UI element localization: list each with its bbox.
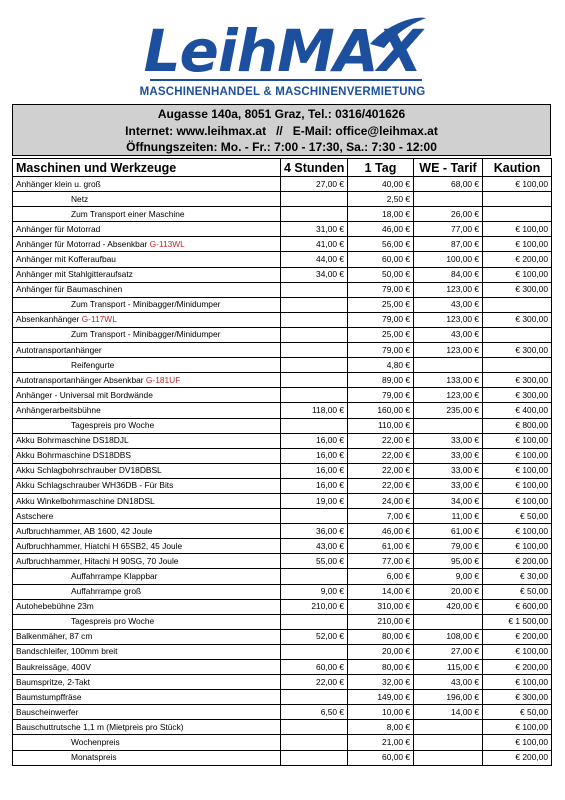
item-name-cell xyxy=(13,690,281,705)
deposit: € 800,00 xyxy=(483,418,552,433)
price-weekend: 9,00 € xyxy=(414,569,483,584)
price-4-hours xyxy=(281,358,348,373)
price-1-day: 8,00 € xyxy=(348,720,414,735)
price-1-day: 210,00 € xyxy=(348,614,414,629)
price-weekend: 33,00 € xyxy=(414,478,483,493)
price-1-day: 79,00 € xyxy=(348,312,414,327)
item-name: Baumstumpffräse xyxy=(16,691,82,702)
logo-wordmark: LeihMAX xyxy=(143,17,422,85)
price-1-day: 46,00 € xyxy=(348,524,414,539)
license-plate-code: G-117WL xyxy=(81,314,117,325)
table-row xyxy=(13,388,552,403)
deposit xyxy=(483,327,552,342)
item-name-cell xyxy=(13,539,281,554)
price-weekend: 77,00 € xyxy=(414,222,483,237)
price-weekend xyxy=(414,720,483,735)
table-row xyxy=(13,177,552,192)
table-row xyxy=(13,493,552,508)
price-weekend: 20,00 € xyxy=(414,584,483,599)
deposit: € 100,00 xyxy=(483,493,552,508)
item-name: Tagespreis pro Woche xyxy=(71,420,155,431)
price-1-day: 7,00 € xyxy=(348,509,414,524)
price-4-hours: 55,00 € xyxy=(281,554,348,569)
price-weekend: 43,00 € xyxy=(414,327,483,342)
price-weekend: 420,00 € xyxy=(414,599,483,614)
deposit: € 100,00 xyxy=(483,478,552,493)
table-row xyxy=(13,614,552,629)
price-4-hours: 6,50 € xyxy=(281,705,348,720)
item-name-cell xyxy=(13,418,281,433)
header-machines: Maschinen und Werkzeuge xyxy=(13,159,281,177)
price-4-hours: 16,00 € xyxy=(281,448,348,463)
price-1-day: 22,00 € xyxy=(348,448,414,463)
item-name: Zum Transport - Minibagger/Minidumper xyxy=(71,299,221,310)
price-weekend: 196,00 € xyxy=(414,690,483,705)
price-weekend: 26,00 € xyxy=(414,207,483,222)
price-1-day: 40,00 € xyxy=(348,177,414,192)
deposit: € 200,00 xyxy=(483,750,552,765)
price-4-hours xyxy=(281,644,348,659)
deposit: € 100,00 xyxy=(483,237,552,252)
item-name: Anhängerarbeitsbühne xyxy=(16,404,101,415)
price-weekend: 84,00 € xyxy=(414,267,483,282)
deposit xyxy=(483,297,552,312)
item-name: Wochenpreis xyxy=(71,737,120,748)
item-name: Autotransportanhänger Absenkbar xyxy=(16,374,146,385)
item-name-cell xyxy=(13,675,281,690)
table-row xyxy=(13,720,552,735)
item-name: Balkenmäher, 87 cm xyxy=(16,631,93,642)
price-weekend: 123,00 € xyxy=(414,312,483,327)
item-name: Akku Bohrmaschine DS18DBS xyxy=(16,450,131,461)
header-4-hours: 4 Stunden xyxy=(281,159,348,177)
item-name: Zum Transport einer Maschine xyxy=(71,208,185,219)
item-name-cell xyxy=(13,750,281,765)
table-row xyxy=(13,297,552,312)
price-weekend: 115,00 € xyxy=(414,660,483,675)
item-name-cell xyxy=(13,433,281,448)
price-weekend xyxy=(414,614,483,629)
price-4-hours xyxy=(281,735,348,750)
web-email-line: Internet: www.leihmax.at // E-Mail: office@leihmax.at xyxy=(125,123,438,138)
item-name: Bauscheinwerfer xyxy=(16,706,79,717)
price-weekend: 87,00 € xyxy=(414,237,483,252)
table-row xyxy=(13,599,552,614)
deposit: € 100,00 xyxy=(483,735,552,750)
item-name: Zum Transport - Minibagger/Minidumper xyxy=(71,329,221,340)
item-name-cell xyxy=(13,584,281,599)
item-name: Bandschleifer, 100mm breit xyxy=(16,646,118,657)
price-4-hours: 60,00 € xyxy=(281,660,348,675)
price-4-hours xyxy=(281,614,348,629)
deposit: € 100,00 xyxy=(483,463,552,478)
price-1-day: 77,00 € xyxy=(348,554,414,569)
deposit: € 100,00 xyxy=(483,222,552,237)
price-4-hours: 16,00 € xyxy=(281,478,348,493)
price-1-day: 110,00 € xyxy=(348,418,414,433)
price-4-hours xyxy=(281,418,348,433)
item-name: Akku Winkelbohrmaschine DN18DSL xyxy=(16,495,155,506)
price-weekend: 123,00 € xyxy=(414,343,483,358)
price-4-hours: 16,00 € xyxy=(281,463,348,478)
price-4-hours xyxy=(281,509,348,524)
deposit: € 50,00 xyxy=(483,584,552,599)
item-name: Reifengurte xyxy=(71,359,115,370)
price-1-day: 79,00 € xyxy=(348,282,414,297)
price-1-day: 10,00 € xyxy=(348,705,414,720)
price-1-day: 60,00 € xyxy=(348,252,414,267)
price-4-hours: 43,00 € xyxy=(281,539,348,554)
price-1-day: 80,00 € xyxy=(348,660,414,675)
price-4-hours: 9,00 € xyxy=(281,584,348,599)
deposit: € 400,00 xyxy=(483,403,552,418)
price-1-day: 18,00 € xyxy=(348,207,414,222)
price-4-hours xyxy=(281,750,348,765)
item-name-cell xyxy=(13,222,281,237)
item-name-cell xyxy=(13,569,281,584)
table-row xyxy=(13,675,552,690)
item-name: Absenkanhänger xyxy=(16,314,82,325)
price-weekend: 123,00 € xyxy=(414,282,483,297)
item-name-cell xyxy=(13,327,281,342)
item-name-cell xyxy=(13,463,281,478)
price-1-day: 21,00 € xyxy=(348,735,414,750)
deposit: € 300,00 xyxy=(483,373,552,388)
table-row xyxy=(13,282,552,297)
table-row xyxy=(13,569,552,584)
item-name: Anhänger - Universal mit Bordwände xyxy=(16,389,153,400)
price-4-hours xyxy=(281,192,348,207)
item-name: Autotransportanhänger xyxy=(16,344,102,355)
price-1-day: 20,00 € xyxy=(348,644,414,659)
table-row xyxy=(13,705,552,720)
price-weekend: 100,00 € xyxy=(414,252,483,267)
item-name: Akku Schlagschrauber WH36DB - Für Bits xyxy=(16,480,174,491)
price-weekend: 79,00 € xyxy=(414,539,483,554)
price-4-hours xyxy=(281,282,348,297)
item-name-cell xyxy=(13,388,281,403)
price-1-day: 149,00 € xyxy=(348,690,414,705)
price-1-day: 24,00 € xyxy=(348,493,414,508)
table-row xyxy=(13,448,552,463)
item-name-cell xyxy=(13,524,281,539)
price-weekend xyxy=(414,418,483,433)
item-name: Astschere xyxy=(16,510,54,521)
item-name: Auffahrrampe Klappbar xyxy=(71,570,158,581)
price-4-hours: 34,00 € xyxy=(281,267,348,282)
logo-tagline: MASCHINENHANDEL & MASCHINENVERMIETUNG xyxy=(139,86,426,98)
table-row xyxy=(13,584,552,599)
table-row xyxy=(13,629,552,644)
price-1-day: 32,00 € xyxy=(348,675,414,690)
deposit xyxy=(483,207,552,222)
price-weekend: 95,00 € xyxy=(414,554,483,569)
table-header-row xyxy=(13,159,552,177)
deposit: € 100,00 xyxy=(483,539,552,554)
item-name-cell xyxy=(13,237,281,252)
table-row xyxy=(13,418,552,433)
item-name-cell xyxy=(13,735,281,750)
table-row xyxy=(13,237,552,252)
item-name: Anhänger klein u. groß xyxy=(16,178,101,189)
price-4-hours: 118,00 € xyxy=(281,403,348,418)
license-plate-code: G-181UF xyxy=(145,374,181,385)
item-name-cell xyxy=(13,343,281,358)
price-4-hours xyxy=(281,720,348,735)
price-weekend xyxy=(414,735,483,750)
price-4-hours xyxy=(281,569,348,584)
item-name-cell xyxy=(13,403,281,418)
table-row xyxy=(13,539,552,554)
price-table xyxy=(12,158,552,766)
price-weekend: 68,00 € xyxy=(414,177,483,192)
item-name-cell xyxy=(13,373,281,388)
deposit: € 100,00 xyxy=(483,644,552,659)
price-1-day: 310,00 € xyxy=(348,599,414,614)
price-4-hours xyxy=(281,343,348,358)
deposit: € 100,00 xyxy=(483,177,552,192)
item-name: Auffahrrampe groß xyxy=(71,586,142,597)
deposit: € 300,00 xyxy=(483,343,552,358)
price-4-hours xyxy=(281,312,348,327)
price-1-day: 14,00 € xyxy=(348,584,414,599)
table-row xyxy=(13,433,552,448)
price-4-hours: 22,00 € xyxy=(281,675,348,690)
deposit xyxy=(483,358,552,373)
price-1-day: 60,00 € xyxy=(348,750,414,765)
price-weekend xyxy=(414,358,483,373)
price-1-day: 50,00 € xyxy=(348,267,414,282)
price-1-day: 22,00 € xyxy=(348,433,414,448)
price-1-day: 4,80 € xyxy=(348,358,414,373)
price-4-hours: 31,00 € xyxy=(281,222,348,237)
item-name: Bauschuttrutsche 1,1 m (Mietpreis pro Stück) xyxy=(16,721,184,732)
price-4-hours: 19,00 € xyxy=(281,493,348,508)
table-row xyxy=(13,690,552,705)
header-weekend-rate: WE - Tarif xyxy=(414,159,483,177)
price-weekend: 43,00 € xyxy=(414,675,483,690)
item-name-cell xyxy=(13,660,281,675)
item-name: Aufbruchhammer, Hiatchi H 65SB2, 45 Joule xyxy=(16,540,183,551)
table-row xyxy=(13,463,552,478)
price-1-day: 80,00 € xyxy=(348,629,414,644)
table-row xyxy=(13,343,552,358)
item-name: Aufbruchhammer, Hitachi H 90SG, 70 Joule xyxy=(16,555,179,566)
table-row xyxy=(13,644,552,659)
item-name-cell xyxy=(13,509,281,524)
item-name: Monatspreis xyxy=(71,752,117,763)
table-row xyxy=(13,478,552,493)
table-row xyxy=(13,403,552,418)
deposit: € 100,00 xyxy=(483,433,552,448)
table-row xyxy=(13,222,552,237)
table-row xyxy=(13,524,552,539)
price-4-hours xyxy=(281,373,348,388)
price-4-hours: 210,00 € xyxy=(281,599,348,614)
price-4-hours: 41,00 € xyxy=(281,237,348,252)
price-weekend: 11,00 € xyxy=(414,509,483,524)
price-weekend: 33,00 € xyxy=(414,463,483,478)
deposit: € 300,00 xyxy=(483,282,552,297)
item-name-cell xyxy=(13,297,281,312)
header-deposit: Kaution xyxy=(483,159,552,177)
item-name: Anhänger für Motorrad - Absenkbar xyxy=(16,238,150,249)
table-row xyxy=(13,192,552,207)
item-name: Akku Bohrmaschine DS18DJL xyxy=(16,435,129,446)
price-weekend: 123,00 € xyxy=(414,388,483,403)
item-name-cell xyxy=(13,192,281,207)
item-name: Tagespreis pro Woche xyxy=(71,616,155,627)
table-row xyxy=(13,554,552,569)
deposit: € 300,00 xyxy=(483,388,552,403)
price-4-hours xyxy=(281,388,348,403)
item-name-cell xyxy=(13,493,281,508)
license-plate-code: G-113WL xyxy=(149,238,185,249)
price-1-day: 46,00 € xyxy=(348,222,414,237)
price-1-day: 25,00 € xyxy=(348,327,414,342)
item-name: Akku Schlagbohrschrauber DV18DBSL xyxy=(16,465,162,476)
item-name-cell xyxy=(13,358,281,373)
price-4-hours xyxy=(281,690,348,705)
item-name: Anhänger für Baumaschinen xyxy=(16,284,123,295)
item-name-cell xyxy=(13,207,281,222)
deposit: € 200,00 xyxy=(483,629,552,644)
table-row xyxy=(13,373,552,388)
price-1-day: 79,00 € xyxy=(348,343,414,358)
item-name-cell xyxy=(13,267,281,282)
deposit: € 300,00 xyxy=(483,690,552,705)
item-name-cell xyxy=(13,252,281,267)
item-name: Anhänger mit Stahlgitteraufsatz xyxy=(16,269,133,280)
price-weekend xyxy=(414,192,483,207)
price-4-hours: 52,00 € xyxy=(281,629,348,644)
item-name: Anhänger für Motorrad xyxy=(16,223,101,234)
deposit: € 30,00 xyxy=(483,569,552,584)
price-1-day: 56,00 € xyxy=(348,237,414,252)
deposit: € 100,00 xyxy=(483,267,552,282)
deposit: € 200,00 xyxy=(483,252,552,267)
table-row xyxy=(13,358,552,373)
price-1-day: 89,00 € xyxy=(348,373,414,388)
price-weekend: 61,00 € xyxy=(414,524,483,539)
price-weekend xyxy=(414,750,483,765)
item-name: Anhänger mit Kofferaufbau xyxy=(16,254,116,265)
price-weekend: 133,00 € xyxy=(414,373,483,388)
price-4-hours xyxy=(281,327,348,342)
deposit: € 300,00 xyxy=(483,312,552,327)
item-name-cell xyxy=(13,720,281,735)
contact-box xyxy=(12,104,551,156)
item-name-cell xyxy=(13,599,281,614)
price-1-day: 6,00 € xyxy=(348,569,414,584)
deposit xyxy=(483,192,552,207)
price-weekend: 14,00 € xyxy=(414,705,483,720)
deposit: € 50,00 xyxy=(483,509,552,524)
table-row xyxy=(13,735,552,750)
price-4-hours: 44,00 € xyxy=(281,252,348,267)
item-name-cell xyxy=(13,614,281,629)
item-name-cell xyxy=(13,282,281,297)
price-1-day: 2,50 € xyxy=(348,192,414,207)
price-weekend: 108,00 € xyxy=(414,629,483,644)
price-weekend: 33,00 € xyxy=(414,433,483,448)
deposit: € 100,00 xyxy=(483,524,552,539)
price-weekend: 43,00 € xyxy=(414,297,483,312)
price-weekend: 235,00 € xyxy=(414,403,483,418)
deposit: € 200,00 xyxy=(483,660,552,675)
deposit: € 100,00 xyxy=(483,720,552,735)
price-4-hours: 16,00 € xyxy=(281,433,348,448)
item-name-cell xyxy=(13,177,281,192)
item-name-cell xyxy=(13,644,281,659)
item-name-cell xyxy=(13,448,281,463)
item-name-cell xyxy=(13,478,281,493)
price-1-day: 22,00 € xyxy=(348,478,414,493)
item-name: Netz xyxy=(71,193,89,204)
table-row xyxy=(13,207,552,222)
table-row xyxy=(13,312,552,327)
deposit: € 200,00 xyxy=(483,554,552,569)
company-logo xyxy=(0,0,565,103)
table-row xyxy=(13,660,552,675)
table-row xyxy=(13,327,552,342)
price-weekend: 33,00 € xyxy=(414,448,483,463)
price-4-hours: 36,00 € xyxy=(281,524,348,539)
deposit: € 100,00 xyxy=(483,675,552,690)
item-name-cell xyxy=(13,554,281,569)
item-name-cell xyxy=(13,629,281,644)
table-row xyxy=(13,750,552,765)
price-1-day: 160,00 € xyxy=(348,403,414,418)
deposit: € 1 500,00 xyxy=(483,614,552,629)
item-name-cell xyxy=(13,705,281,720)
item-name: Baumspritze, 2-Takt xyxy=(16,676,91,687)
address-line: Augasse 140a, 8051 Graz, Tel.: 0316/401626 xyxy=(157,107,406,121)
price-1-day: 25,00 € xyxy=(348,297,414,312)
table-row xyxy=(13,267,552,282)
opening-hours-line: Öffnungszeiten: Mo. - Fr.: 7:00 - 17:30, Sa.: 7:30 - 12:00 xyxy=(126,140,437,154)
item-name: Baukreissäge, 400V xyxy=(16,661,91,672)
item-name: Autohebebühne 23m xyxy=(16,601,94,612)
price-weekend: 34,00 € xyxy=(414,493,483,508)
item-name-cell xyxy=(13,312,281,327)
header-1-day: 1 Tag xyxy=(348,159,414,177)
price-4-hours: 27,00 € xyxy=(281,177,348,192)
table-row xyxy=(13,252,552,267)
table-row xyxy=(13,509,552,524)
price-1-day: 22,00 € xyxy=(348,463,414,478)
deposit: € 600,00 xyxy=(483,599,552,614)
price-1-day: 79,00 € xyxy=(348,388,414,403)
deposit: € 50,00 xyxy=(483,705,552,720)
price-1-day: 61,00 € xyxy=(348,539,414,554)
price-weekend: 27,00 € xyxy=(414,644,483,659)
price-4-hours xyxy=(281,297,348,312)
price-4-hours xyxy=(281,207,348,222)
deposit: € 100,00 xyxy=(483,448,552,463)
item-name: Aufbruchhammer, AB 1600, 42 Joule xyxy=(16,525,153,536)
